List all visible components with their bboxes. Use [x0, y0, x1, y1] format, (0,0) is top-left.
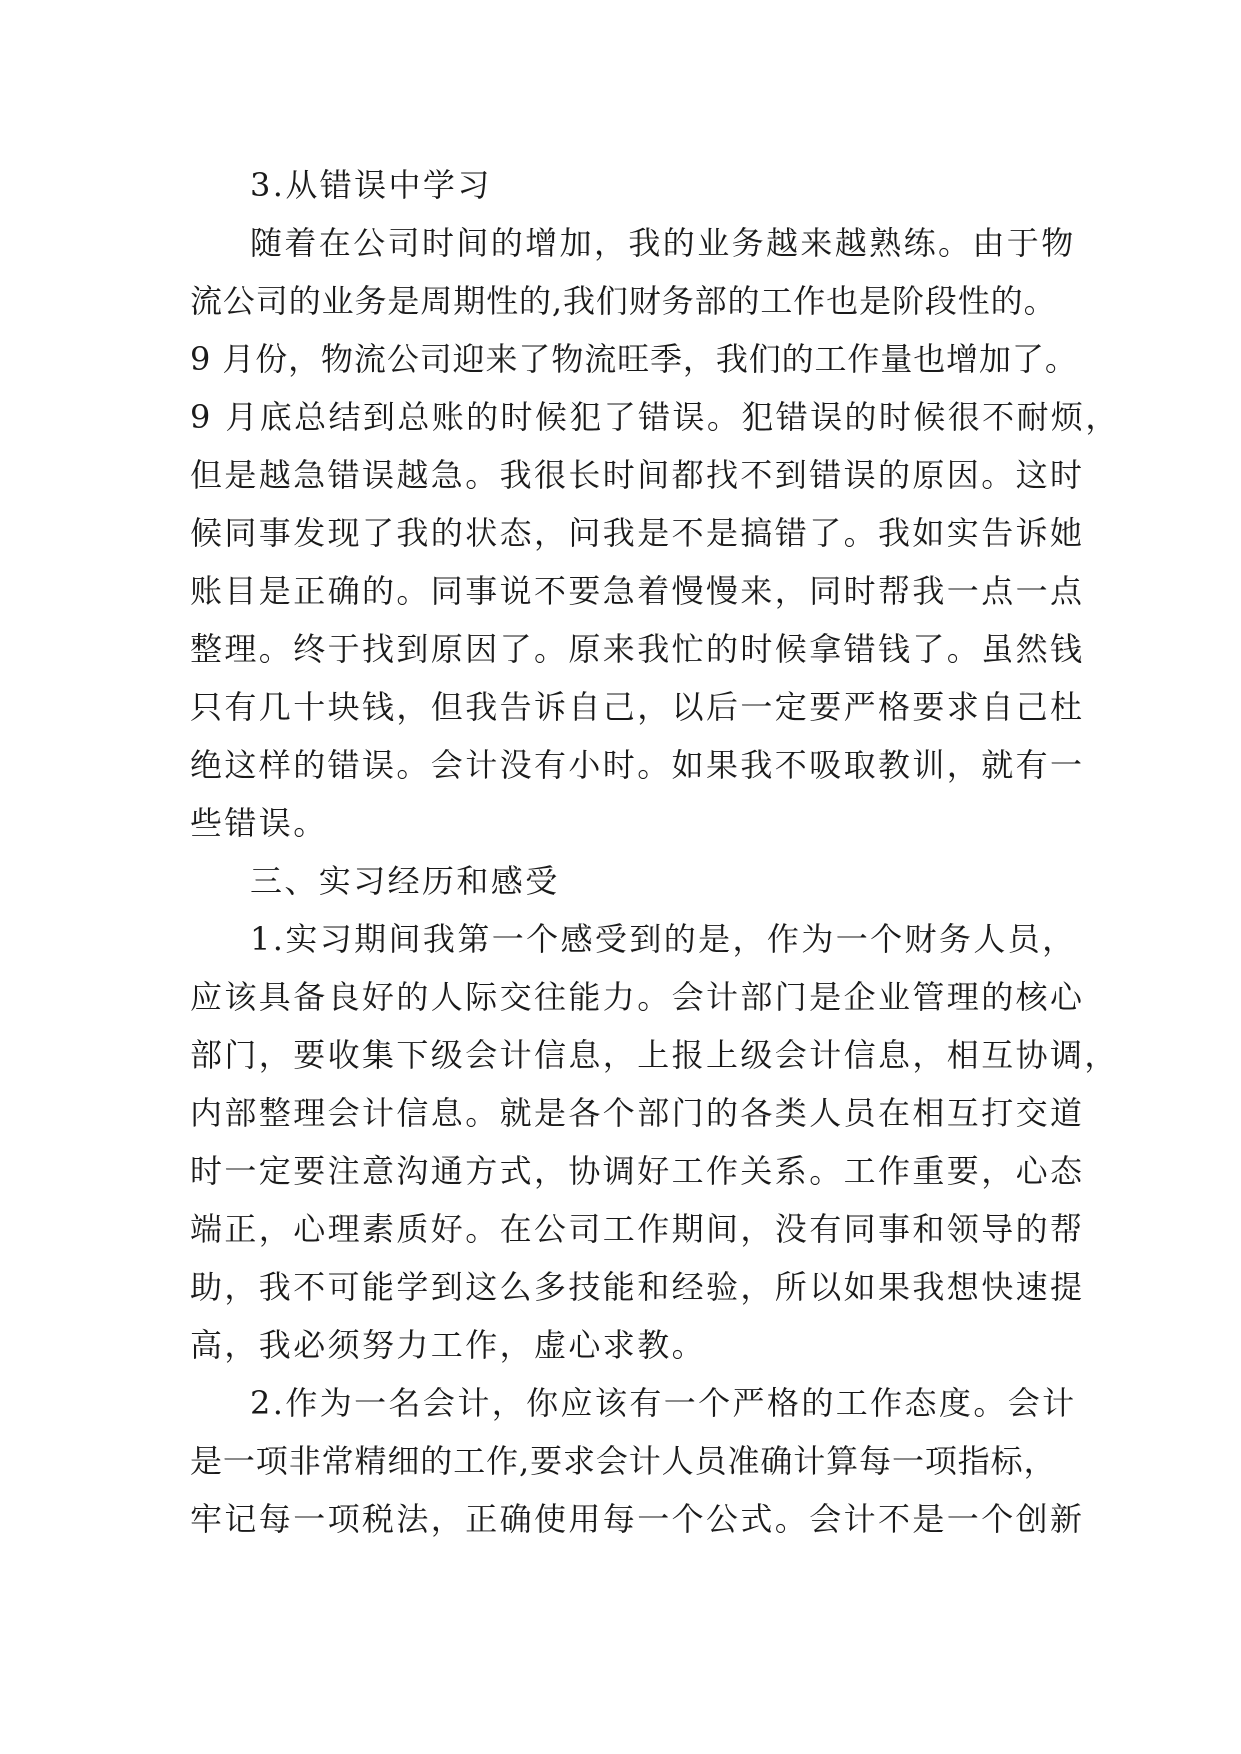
paragraph-line: 些错误。: [190, 804, 328, 842]
paragraph-line: 2.作为一名会计，你应该有一个严格的工作态度。会计: [250, 1384, 1077, 1422]
paragraph-line: 但是越急错误越急。我很长时间都找不到错误的原因。这时: [190, 456, 1085, 494]
paragraph-line: 应该具备良好的人际交往能力。会计部门是企业管理的核心: [190, 978, 1085, 1016]
paragraph-line: 1.实习期间我第一个感受到的是，作为一个财务人员，: [250, 920, 1077, 958]
paragraph-line: 绝这样的错误。会计没有小时。如果我不吸取教训，就有一: [190, 746, 1085, 784]
paragraph-line: 流公司的业务是周期性的,我们财务部的工作也是阶段性的。: [190, 282, 1057, 320]
paragraph-line: 部门，要收集下级会计信息，上报上级会计信息，相互协调，: [190, 1036, 1119, 1074]
paragraph-line: 整理。终于找到原因了。原来我忙的时候拿错钱了。虽然钱: [190, 630, 1085, 668]
paragraph-line: 是一项非常精细的工作,要求会计人员准确计算每一项指标，: [190, 1442, 1057, 1480]
section-heading-learn-from-mistakes: 3.从错误中学习: [250, 166, 492, 204]
section-heading-internship-experience: 三、实习经历和感受: [250, 862, 560, 900]
paragraph-line: 账目是正确的。同事说不要急着慢慢来，同时帮我一点一点: [190, 572, 1085, 610]
paragraph-line: 9 月份，物流公司迎来了物流旺季，我们的工作量也增加了。: [190, 340, 1078, 378]
paragraph-line: 随着在公司时间的增加，我的业务越来越熟练。由于物: [250, 224, 1076, 262]
paragraph-line: 内部整理会计信息。就是各个部门的各类人员在相互打交道: [190, 1094, 1085, 1132]
paragraph-line: 端正，心理素质好。在公司工作期间，没有同事和领导的帮: [190, 1210, 1085, 1248]
paragraph-line: 9 月底总结到总账的时候犯了错误。犯错误的时候很不耐烦，: [190, 398, 1120, 436]
paragraph-line: 候同事发现了我的状态，问我是不是搞错了。我如实告诉她: [190, 514, 1085, 552]
paragraph-line: 助，我不可能学到这么多技能和经验，所以如果我想快速提: [190, 1268, 1085, 1306]
paragraph-line: 高，我必须努力工作，虚心求教。: [190, 1326, 707, 1364]
paragraph-line: 牢记每一项税法，正确使用每一个公式。会计不是一个创新: [190, 1500, 1085, 1538]
paragraph-line: 时一定要注意沟通方式，协调好工作关系。工作重要，心态: [190, 1152, 1085, 1190]
paragraph-line: 只有几十块钱，但我告诉自己，以后一定要严格要求自己杜: [190, 688, 1085, 726]
